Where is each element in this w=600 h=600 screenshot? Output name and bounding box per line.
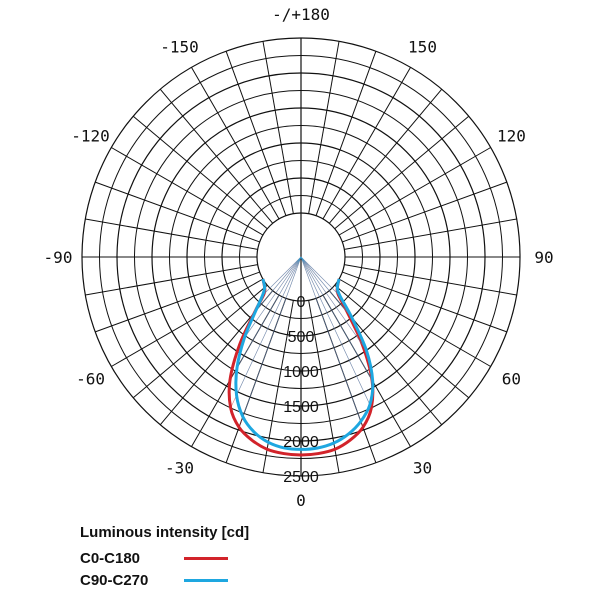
radial-tick-label: 500 [287,329,315,346]
grid-spoke [95,272,259,332]
grid-spoke [329,89,441,223]
legend-swatch-red [184,557,228,560]
angle-tick-label: -90 [43,248,73,267]
grid-spoke [342,182,506,242]
legend-label: C0-C180 [80,549,141,567]
grid-spoke [342,272,506,332]
grid-spoke [95,182,259,242]
grid-spoke [226,51,286,215]
angle-tick-label: -30 [165,458,194,478]
legend [80,524,249,591]
series-fan-line [262,257,301,296]
series-fan-line [301,257,340,296]
legend-item-c90-c270 [80,569,249,591]
grid-spoke [133,116,267,228]
angle-tick-label: 30 [412,458,433,478]
grid-spoke [85,219,257,249]
legend-title: Luminous intensity [cd] [80,524,250,541]
legend-swatch-blue [184,579,228,582]
grid-spoke [335,116,469,228]
angle-tick-label: 120 [496,126,526,146]
radial-tick-label: 2000 [283,434,319,451]
angle-tick-label: -/+180 [272,5,330,24]
grid-spoke [344,265,516,295]
grid-spoke [316,51,376,215]
angle-tick-label: -120 [71,126,110,146]
grid-spoke [85,265,257,295]
radial-tick-label: 1000 [283,364,319,381]
angle-tick-label: -150 [160,37,199,57]
grid-spoke [344,219,516,249]
angle-tick-label: 90 [534,248,554,267]
grid-spoke [309,41,339,213]
radial-tick-label: 1500 [283,399,319,416]
grid-spoke [160,89,272,223]
angle-tick-label: 150 [408,37,437,57]
grid-spoke [263,41,293,213]
legend-label: C90-C270 [80,571,149,589]
angle-tick-label: -60 [76,369,106,389]
grid-spoke [133,285,267,397]
angle-tick-label: 0 [296,491,306,510]
legend-item-c0-c180 [80,547,249,569]
radial-tick-label: 0 [296,294,306,311]
angle-tick-label: 60 [501,369,522,389]
grid-spoke [335,285,469,397]
radial-tick-label: 2500 [283,469,319,486]
